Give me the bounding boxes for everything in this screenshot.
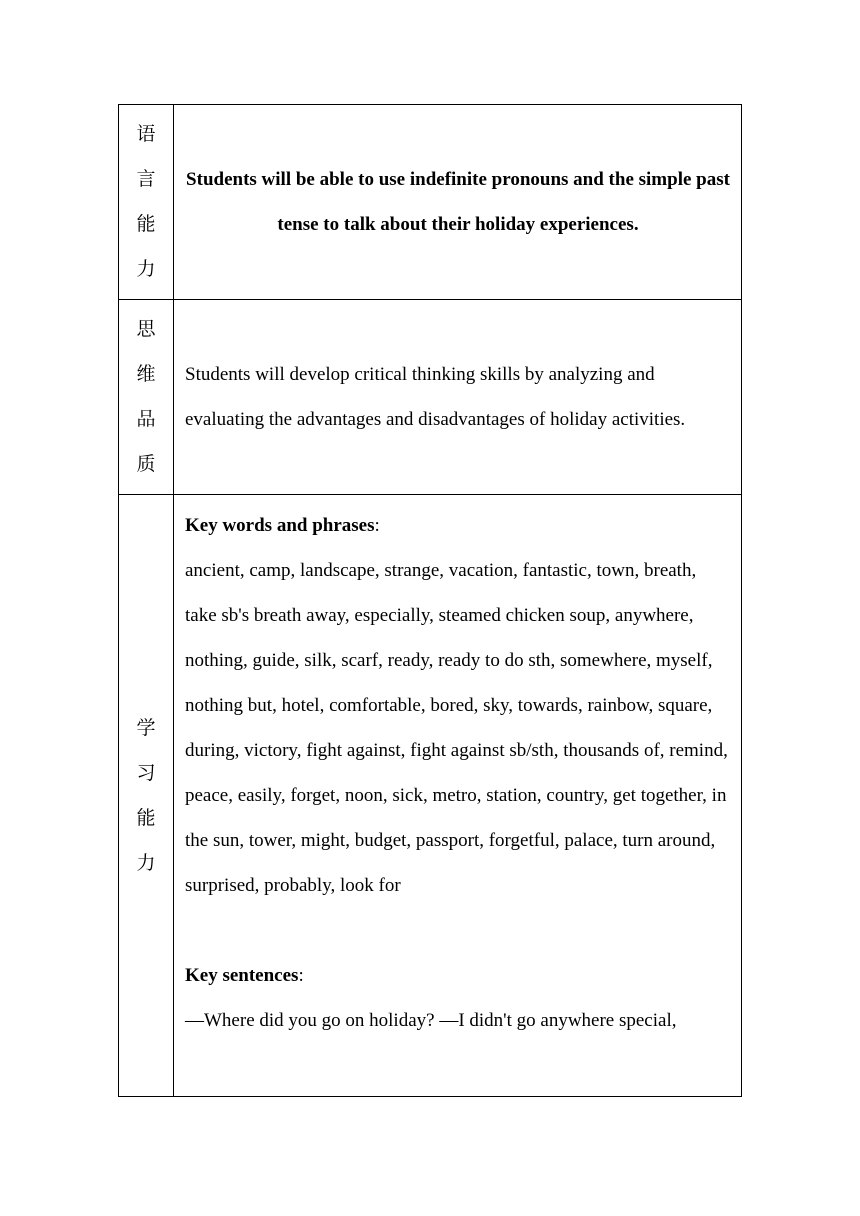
key-sentences-colon: : [298, 965, 304, 986]
key-sentence: —Where did you go on holiday? —I didn't go anywhere special, [185, 1010, 677, 1031]
label-char: 力 [136, 258, 156, 280]
learning-ability-content [174, 495, 742, 1097]
label-char: 习 [136, 761, 156, 784]
label-char: 质 [136, 453, 156, 475]
table-row [119, 300, 742, 495]
label-char: 维 [136, 363, 156, 385]
label-char: 思 [136, 318, 156, 340]
thinking-quality-content: Students will develop critical thinking skills by analyzing and evaluating the advantages and disadvantages of holiday activities. [174, 300, 742, 495]
key-words-colon: : [374, 515, 380, 536]
key-words-heading [185, 503, 731, 548]
label-char: 能 [136, 213, 156, 235]
label-char: 品 [136, 408, 156, 430]
key-sentences-title: Key sentences [185, 965, 299, 986]
row-label-thinking-quality [119, 300, 174, 495]
blank-line [185, 908, 731, 953]
row-label-learning-ability [119, 495, 174, 1097]
key-words-title: Key words and phrases [185, 515, 375, 536]
label-char: 学 [136, 716, 156, 739]
row-label-language-ability [119, 105, 174, 300]
table-row [119, 105, 742, 300]
label-char: 能 [136, 806, 156, 829]
key-words-list: ancient, camp, landscape, strange, vacation, fantastic, town, breath, take sb's breath away, especially, steamed chicken soup, anywhere, nothing, guide, silk, scarf, ready, ready to do sth, somewhere, myself, nothing but, hotel, comfortable, bored, sky, towards, rainbow, square, during, victory, fight against, fight against sb/sth, thousands of, remind, peace, easily, forget, noon, sick, metro, station, country, get together, in the sun, tower, might, budget, passport, forgetful, palace, turn around, surprised, probably, look for [185, 560, 728, 896]
key-sentences-heading [185, 953, 731, 998]
label-char: 语 [136, 123, 156, 145]
objectives-table [118, 104, 742, 1097]
language-ability-content: Students will be able to use indefinite pronouns and the simple past tense to talk about their holiday experiences. [174, 105, 742, 300]
label-char: 力 [136, 851, 156, 874]
table-row [119, 495, 742, 1097]
label-char: 言 [136, 168, 156, 190]
